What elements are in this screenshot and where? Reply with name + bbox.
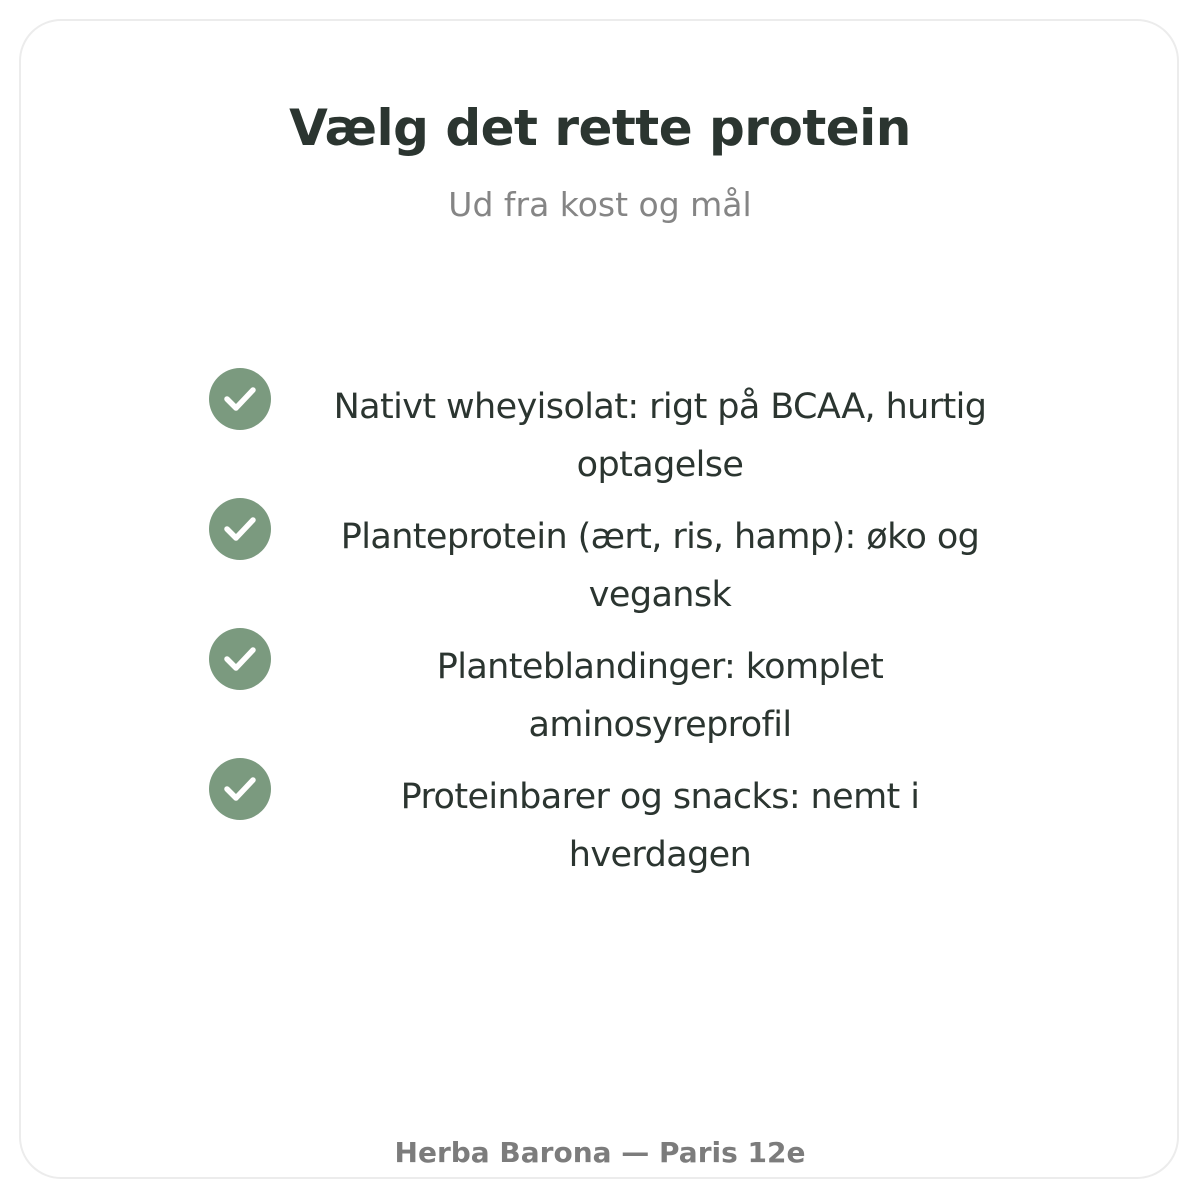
check-icon <box>209 628 271 690</box>
list-item <box>0 368 1200 488</box>
page-subtitle: Ud fra kost og mål <box>448 185 752 224</box>
list-item-text: Planteblandinger: komplet aminosyreprofil <box>436 647 884 745</box>
list-item-text: Nativt wheyisolat: rigt på BCAA, hurtig optagelse <box>333 387 987 485</box>
footer-text: Herba Barona — Paris 12e <box>394 1136 806 1169</box>
check-icon <box>209 758 271 820</box>
list-item <box>0 628 1200 748</box>
check-icon <box>209 368 271 430</box>
list-item-text: Planteprotein (ært, ris, hamp): øko og vegansk <box>340 517 980 615</box>
check-icon <box>209 498 271 560</box>
page-title: Vælg det rette protein <box>289 99 911 157</box>
list-item-text: Proteinbarer og snacks: nemt i hverdagen <box>400 777 920 875</box>
list-item <box>0 758 1200 878</box>
list-item <box>0 498 1200 618</box>
